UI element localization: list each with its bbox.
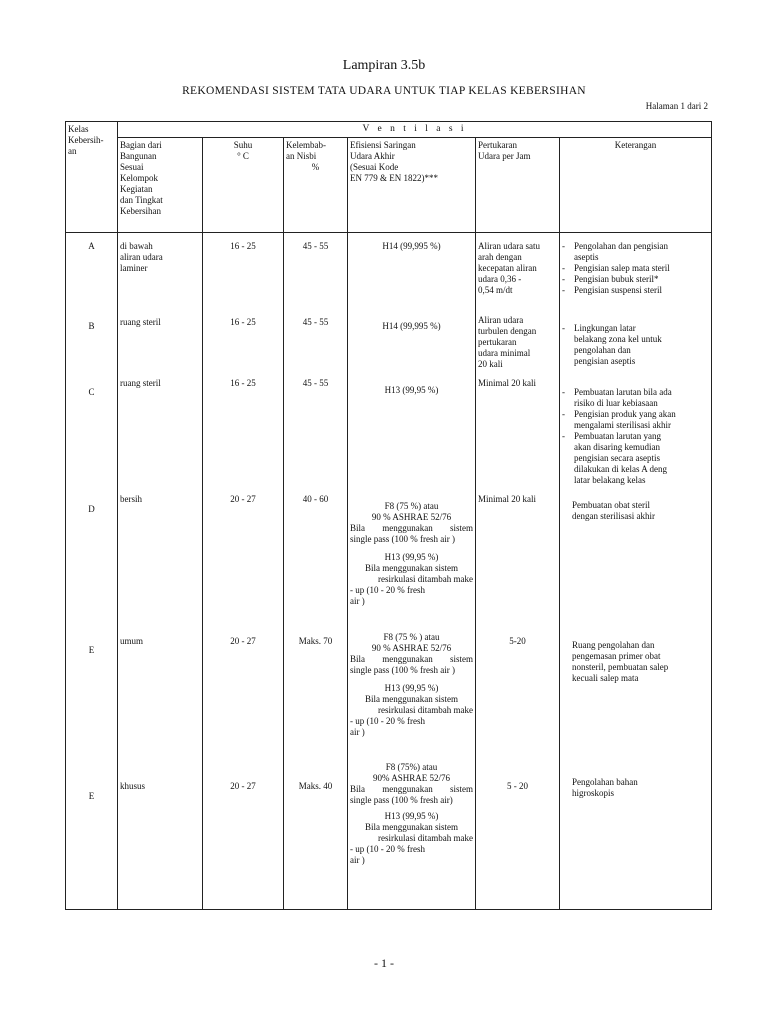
cell-line: 90 % ASHRAE 52/76 xyxy=(371,512,452,522)
bagian-d: bersih xyxy=(120,494,142,504)
list-item: - Pengisian produk yang akan xyxy=(562,409,709,420)
list-item: belakang zona kel untuk xyxy=(574,334,662,344)
header-line: Kelembab- xyxy=(286,140,326,150)
header-line: Efisiensi Saringan xyxy=(350,140,416,150)
kelembaban-column xyxy=(284,233,348,910)
kelembaban-a: 45 - 55 xyxy=(302,241,329,251)
cell-line: air ) xyxy=(350,596,365,606)
cell-line: pengemasan primer obat xyxy=(572,651,661,661)
cell-line: H13 (99,95 %) xyxy=(384,552,439,562)
cell-line: Bila menggunakan sistem xyxy=(350,523,473,533)
list-item: aseptis xyxy=(574,252,599,262)
efisiensi-e-umum xyxy=(350,632,473,738)
cell-line: resirkulasi ditambah make xyxy=(378,705,473,715)
keterangan-column xyxy=(560,233,712,910)
cell-line: Ruang pengolahan dan xyxy=(572,640,655,650)
header-kelas-line: Kebersih- xyxy=(68,135,104,145)
list-item: pengisian secara aseptis xyxy=(574,453,660,463)
cell-line: Bila menggunakan sistem xyxy=(350,654,473,664)
cell-line: F8 (75 %) atau xyxy=(384,501,439,511)
cell-line: - up (10 - 20 % fresh xyxy=(350,844,425,854)
cell-line: resirkulasi ditambah make xyxy=(378,833,473,843)
header-kelas-line: Kelas xyxy=(68,124,89,134)
cell-line: Bila menggunakan sistem xyxy=(365,694,458,704)
kelas-a: A xyxy=(88,241,95,251)
suhu-a: 16 - 25 xyxy=(230,241,256,251)
cell-line: laminer xyxy=(120,263,148,273)
header-line: Kegiatan xyxy=(120,184,153,194)
bagian-a xyxy=(120,241,200,274)
kelembaban-b: 45 - 55 xyxy=(302,317,329,327)
cell-line: H13 (99,95 %) xyxy=(384,683,439,693)
cell-line: F8 (75%) atau xyxy=(385,762,438,772)
suhu-e-khusus: 20 - 27 xyxy=(230,781,256,791)
efisiensi-b: H14 (99,995 %) xyxy=(382,321,441,331)
header-line: (Sesuai Kode xyxy=(350,162,399,172)
list-item: latar belakang kelas xyxy=(574,475,646,485)
suhu-c: 16 - 25 xyxy=(230,378,256,388)
cell-line: kecuali salep mata xyxy=(572,673,639,683)
pertukaran-e-umum: 5-20 xyxy=(509,636,526,646)
cell-line: Pembuatan obat steril xyxy=(572,500,650,510)
cell-line: aliran udara xyxy=(120,252,163,262)
cell-line: 90 % ASHRAE 52/76 xyxy=(371,643,452,653)
header-line: ° C xyxy=(237,151,249,161)
page-info: Halaman 1 dari 2 xyxy=(645,101,708,111)
list-item: - Pengolahan dan pengisian xyxy=(562,241,709,252)
header-keterangan: Keterangan xyxy=(560,138,712,233)
header-line: Sesuai xyxy=(120,162,144,172)
cell-line: air ) xyxy=(350,727,365,737)
suhu-e-umum: 20 - 27 xyxy=(230,636,256,646)
list-item: - Lingkungan latar xyxy=(562,323,709,334)
list-item: pengisian aseptis xyxy=(574,356,636,366)
bagian-b: ruang steril xyxy=(120,317,161,327)
header-line: Udara per Jam xyxy=(478,151,531,161)
pertukaran-b xyxy=(478,315,557,370)
cell-line: Aliran udara satu xyxy=(478,241,540,251)
cell-line: Bila menggunakan sistem xyxy=(365,563,458,573)
header-line: Bangunan xyxy=(120,151,157,161)
efisiensi-e-khusus xyxy=(350,762,473,866)
header-kelembaban xyxy=(284,138,348,233)
cell-line: udara 0,36 - xyxy=(478,274,522,284)
pertukaran-c: Minimal 20 kali xyxy=(478,378,536,388)
cell-line: single pass (100 % fresh air ) xyxy=(350,665,455,675)
cell-line: pertukaran xyxy=(478,337,517,347)
header-suhu xyxy=(203,138,284,233)
list-item: risiko di luar kebiasaan xyxy=(574,398,658,408)
cell-line: higroskopis xyxy=(572,788,615,798)
cell-line: H13 (99,95 %) xyxy=(384,811,439,821)
list-item: akan disaring kemudian xyxy=(574,442,660,452)
header-ventilasi: V e n t i l a s i xyxy=(118,122,712,138)
kelembaban-e-khusus: Maks. 40 xyxy=(298,781,333,791)
kelas-e-khusus: E xyxy=(88,791,95,801)
kelas-b: B xyxy=(88,321,95,331)
keterangan-a xyxy=(562,241,709,296)
document-title: Lampiran 3.5b xyxy=(342,58,426,73)
header-line: EN 779 & EN 1822)*** xyxy=(350,173,438,183)
cell-line: single pass (100 % fresh air ) xyxy=(350,534,455,544)
kelas-d: D xyxy=(88,504,95,514)
cell-line: Pengolahan bahan xyxy=(572,777,638,787)
bagian-column xyxy=(118,233,203,910)
header-line: an Nisbi xyxy=(286,151,317,161)
header-line: Kelompok xyxy=(120,173,158,183)
cell-line: 90% ASHRAE 52/76 xyxy=(372,773,450,783)
list-item: - Pembuatan larutan bila ada xyxy=(562,387,709,398)
header-line: % xyxy=(311,162,320,172)
suhu-d: 20 - 27 xyxy=(230,494,256,504)
bagian-e-umum: umum xyxy=(120,636,144,646)
list-item: - Pengisian salep mata steril xyxy=(562,263,709,274)
cell-line: 20 kali xyxy=(478,359,503,369)
cell-line: dengan sterilisasi akhir xyxy=(572,511,655,521)
cell-line: - up (10 - 20 % fresh xyxy=(350,585,425,595)
pertukaran-a xyxy=(478,241,557,296)
list-item: dilakukan di kelas A deng xyxy=(574,464,667,474)
efisiensi-c: H13 (99,95 %) xyxy=(384,385,439,395)
header-line: Pertukaran xyxy=(478,140,517,150)
keterangan-b xyxy=(562,323,709,367)
kelembaban-e-umum: Maks. 70 xyxy=(298,636,333,646)
cell-line: di bawah xyxy=(120,241,153,251)
bagian-e-khusus: khusus xyxy=(120,781,146,791)
kelas-c: C xyxy=(88,387,95,397)
cell-line: single pass (100 % fresh air) xyxy=(350,795,453,805)
suhu-column xyxy=(203,233,284,910)
efisiensi-a: H14 (99,995 %) xyxy=(382,241,441,251)
list-item: mengalami sterilisasi akhir xyxy=(574,420,671,430)
keterangan-c xyxy=(562,387,709,486)
list-item: - Pengisian suspensi steril xyxy=(562,285,709,296)
cell-line: air ) xyxy=(350,855,365,865)
cell-line: F8 (75 % ) atau xyxy=(383,632,440,642)
list-item: pengolahan dan xyxy=(574,345,631,355)
cell-line: Bila menggunakan sistem xyxy=(350,784,473,794)
cell-line: udara minimal xyxy=(478,348,531,358)
document-subtitle: REKOMENDASI SISTEM TATA UDARA UNTUK TIAP KELAS KEBERSIHAN xyxy=(182,85,586,97)
bagian-c: ruang steril xyxy=(120,378,161,388)
cell-line: turbulen dengan xyxy=(478,326,537,336)
kelembaban-d: 40 - 60 xyxy=(302,494,329,504)
page-number: - 1 - xyxy=(374,956,394,970)
suhu-b: 16 - 25 xyxy=(230,317,256,327)
ventilation-table xyxy=(65,121,712,910)
header-line: Bagian dari xyxy=(120,140,162,150)
kelembaban-c: 45 - 55 xyxy=(302,378,329,388)
kelas-e-umum: E xyxy=(88,645,95,655)
header-efisiensi xyxy=(348,138,476,233)
cell-line: kecepatan aliran xyxy=(478,263,537,273)
header-line: dan Tingkat xyxy=(120,195,163,205)
cell-line: Aliran udara xyxy=(478,315,524,325)
kelas-column xyxy=(66,233,118,910)
header-kelas-line: an xyxy=(68,146,77,156)
cell-line: - up (10 - 20 % fresh xyxy=(350,716,425,726)
header-line: Suhu xyxy=(233,140,253,150)
efisiensi-d xyxy=(350,501,473,607)
cell-line: arah dengan xyxy=(478,252,522,262)
cell-line: nonsteril, pembuatan salep xyxy=(572,662,669,672)
cell-line: 0,54 m/dt xyxy=(478,285,513,295)
header-pertukaran xyxy=(476,138,560,233)
keterangan-e-khusus xyxy=(562,777,709,799)
pertukaran-e-khusus: 5 - 20 xyxy=(507,781,528,791)
pertukaran-column xyxy=(476,233,560,910)
list-item: - Pengisian bubuk steril* xyxy=(562,274,709,285)
cell-line: Bila menggunakan sistem xyxy=(365,822,458,832)
header-kelas xyxy=(66,122,118,233)
list-item: - Pembuatan larutan yang xyxy=(562,431,709,442)
efisiensi-column xyxy=(348,233,476,910)
header-bagian xyxy=(118,138,203,233)
header-line: Kebersihan xyxy=(120,206,161,216)
pertukaran-d: Minimal 20 kali xyxy=(478,494,536,504)
cell-line: resirkulasi ditambah make xyxy=(378,574,473,584)
keterangan-d xyxy=(562,500,709,522)
header-line: Udara Akhir xyxy=(350,151,395,161)
keterangan-e-umum xyxy=(562,640,709,684)
